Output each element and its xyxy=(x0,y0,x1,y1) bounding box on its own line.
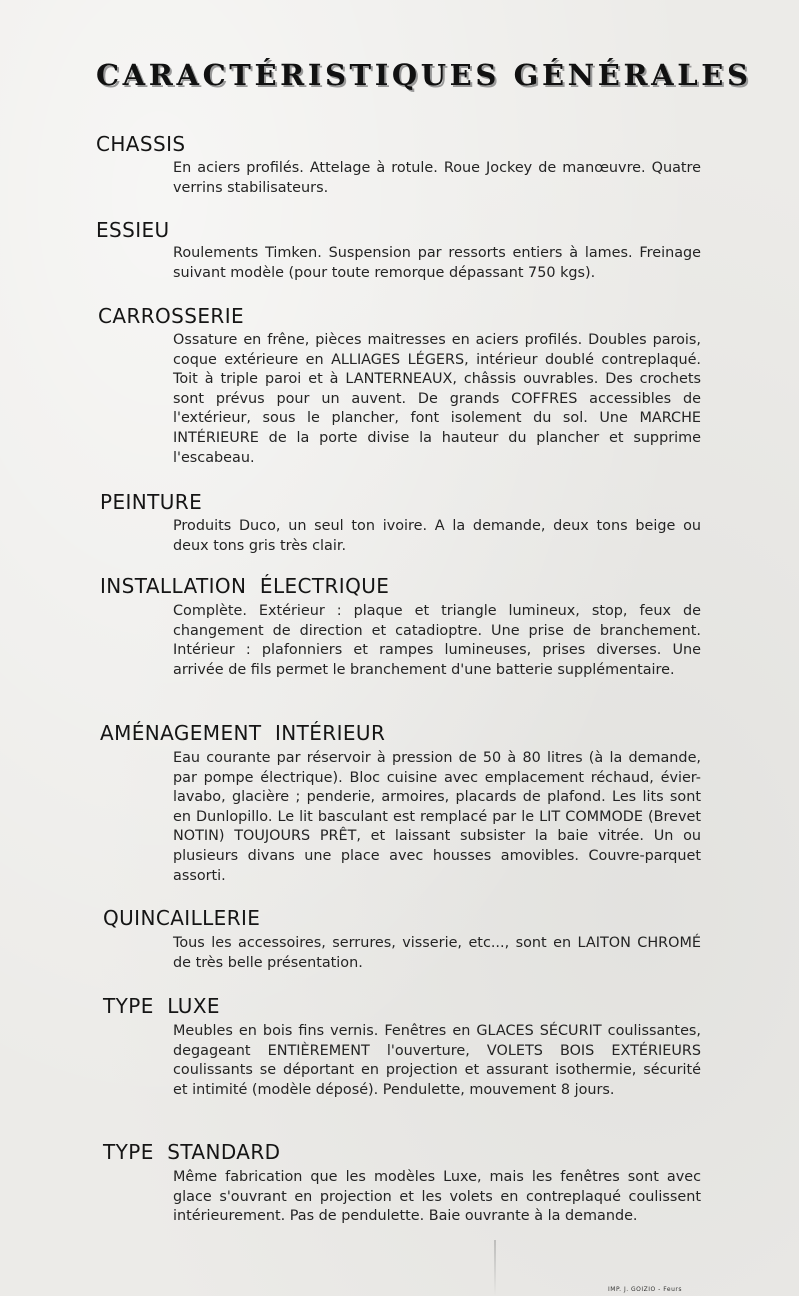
paper-fold-line xyxy=(494,1240,496,1296)
section-body: Eau courante par réservoir à pression de 50 à 80 litres (à la demande, par pompe électrique). Bloc cuisine avec emplacement réchaud, évier-lavabo, glacière ; penderie, armoires, placards de plafond. Les lits sont en Dunlopillo. Le lit basculant est remplacé par le LIT COMMODE (Brevet NOTIN) TOUJOURS PRÊT, et laissant subsister la baie vitrée. Un ou plusieurs divans une place avec housses amovibles. Couvre-parquet assorti. xyxy=(173,750,701,884)
section-title: TYPE LUXE xyxy=(103,994,220,1018)
section-title: TYPE STANDARD xyxy=(103,1140,281,1164)
section-body: Même fabrication que les modèles Luxe, mais les fenêtres sont avec glace s'ouvrant en projection et les volets en contreplaqué coulissent intérieurement. Pas de pendulette. Baie ouvrante à la demande. xyxy=(173,1169,701,1225)
section-title: PEINTURE xyxy=(100,490,203,514)
section-body: Complète. Extérieur : plaque et triangle lumineux, stop, feux de changement de direction et catadioptre. Une prise de branchement. Intérieur : plafonniers et rampes lumineuses, prises diverses. Une arrivée de fils permet le branchement d'une batterie supplémentaire. xyxy=(173,603,701,678)
section-body: Produits Duco, un seul ton ivoire. A la demande, deux tons beige ou deux tons gris très clair. xyxy=(173,518,701,554)
section-title: CHASSIS xyxy=(96,132,186,156)
section-title: AMÉNAGEMENT INTÉRIEUR xyxy=(100,721,386,745)
section-body: Tous les accessoires, serrures, visserie, etc..., sont en LAITON CHROMÉ de très belle présentation. xyxy=(173,935,701,971)
printer-imprint: IMP. J. GOIZIO - Feurs xyxy=(608,1286,682,1293)
section-title: CARROSSERIE xyxy=(98,304,245,328)
document-title: CARACTÉRISTIQUES GÉNÉRALES xyxy=(96,58,752,92)
section-body: Meubles en bois fins vernis. Fenêtres en GLACES SÉCURIT coulissantes, degageant ENTIÈREMENT l'ouverture, VOLETS BOIS EXTÉRIEURS coulissants se déportant en projection et assurant isothermie, sécurité et intimité (modèle déposé). Pendulette, mouvement 8 jours. xyxy=(173,1023,701,1098)
section-title: ESSIEU xyxy=(96,218,170,242)
section-body: Roulements Timken. Suspension par ressorts entiers à lames. Freinage suivant modèle (pour toute remorque dépassant 750 kgs). xyxy=(173,245,701,281)
section-title: INSTALLATION ÉLECTRIQUE xyxy=(100,574,390,598)
section-title: QUINCAILLERIE xyxy=(103,906,261,930)
section-body: Ossature en frêne, pièces maitresses en aciers profilés. Doubles parois, coque extérieure en ALLIAGES LÉGERS, intérieur doublé contreplaqué. Toit à triple paroi et à LANTERNEAUX, châssis ouvrables. Des crochets sont prévus pour un auvent. De grands COFFRES accessibles de l'extérieur, sous le plancher, font isolement du sol. Une MARCHE INTÉRIEURE de la porte divise la hauteur du plancher et supprime l'escabeau. xyxy=(173,332,701,466)
section-body: En aciers profilés. Attelage à rotule. Roue Jockey de manœuvre. Quatre verrins stabilisateurs. xyxy=(173,160,701,196)
